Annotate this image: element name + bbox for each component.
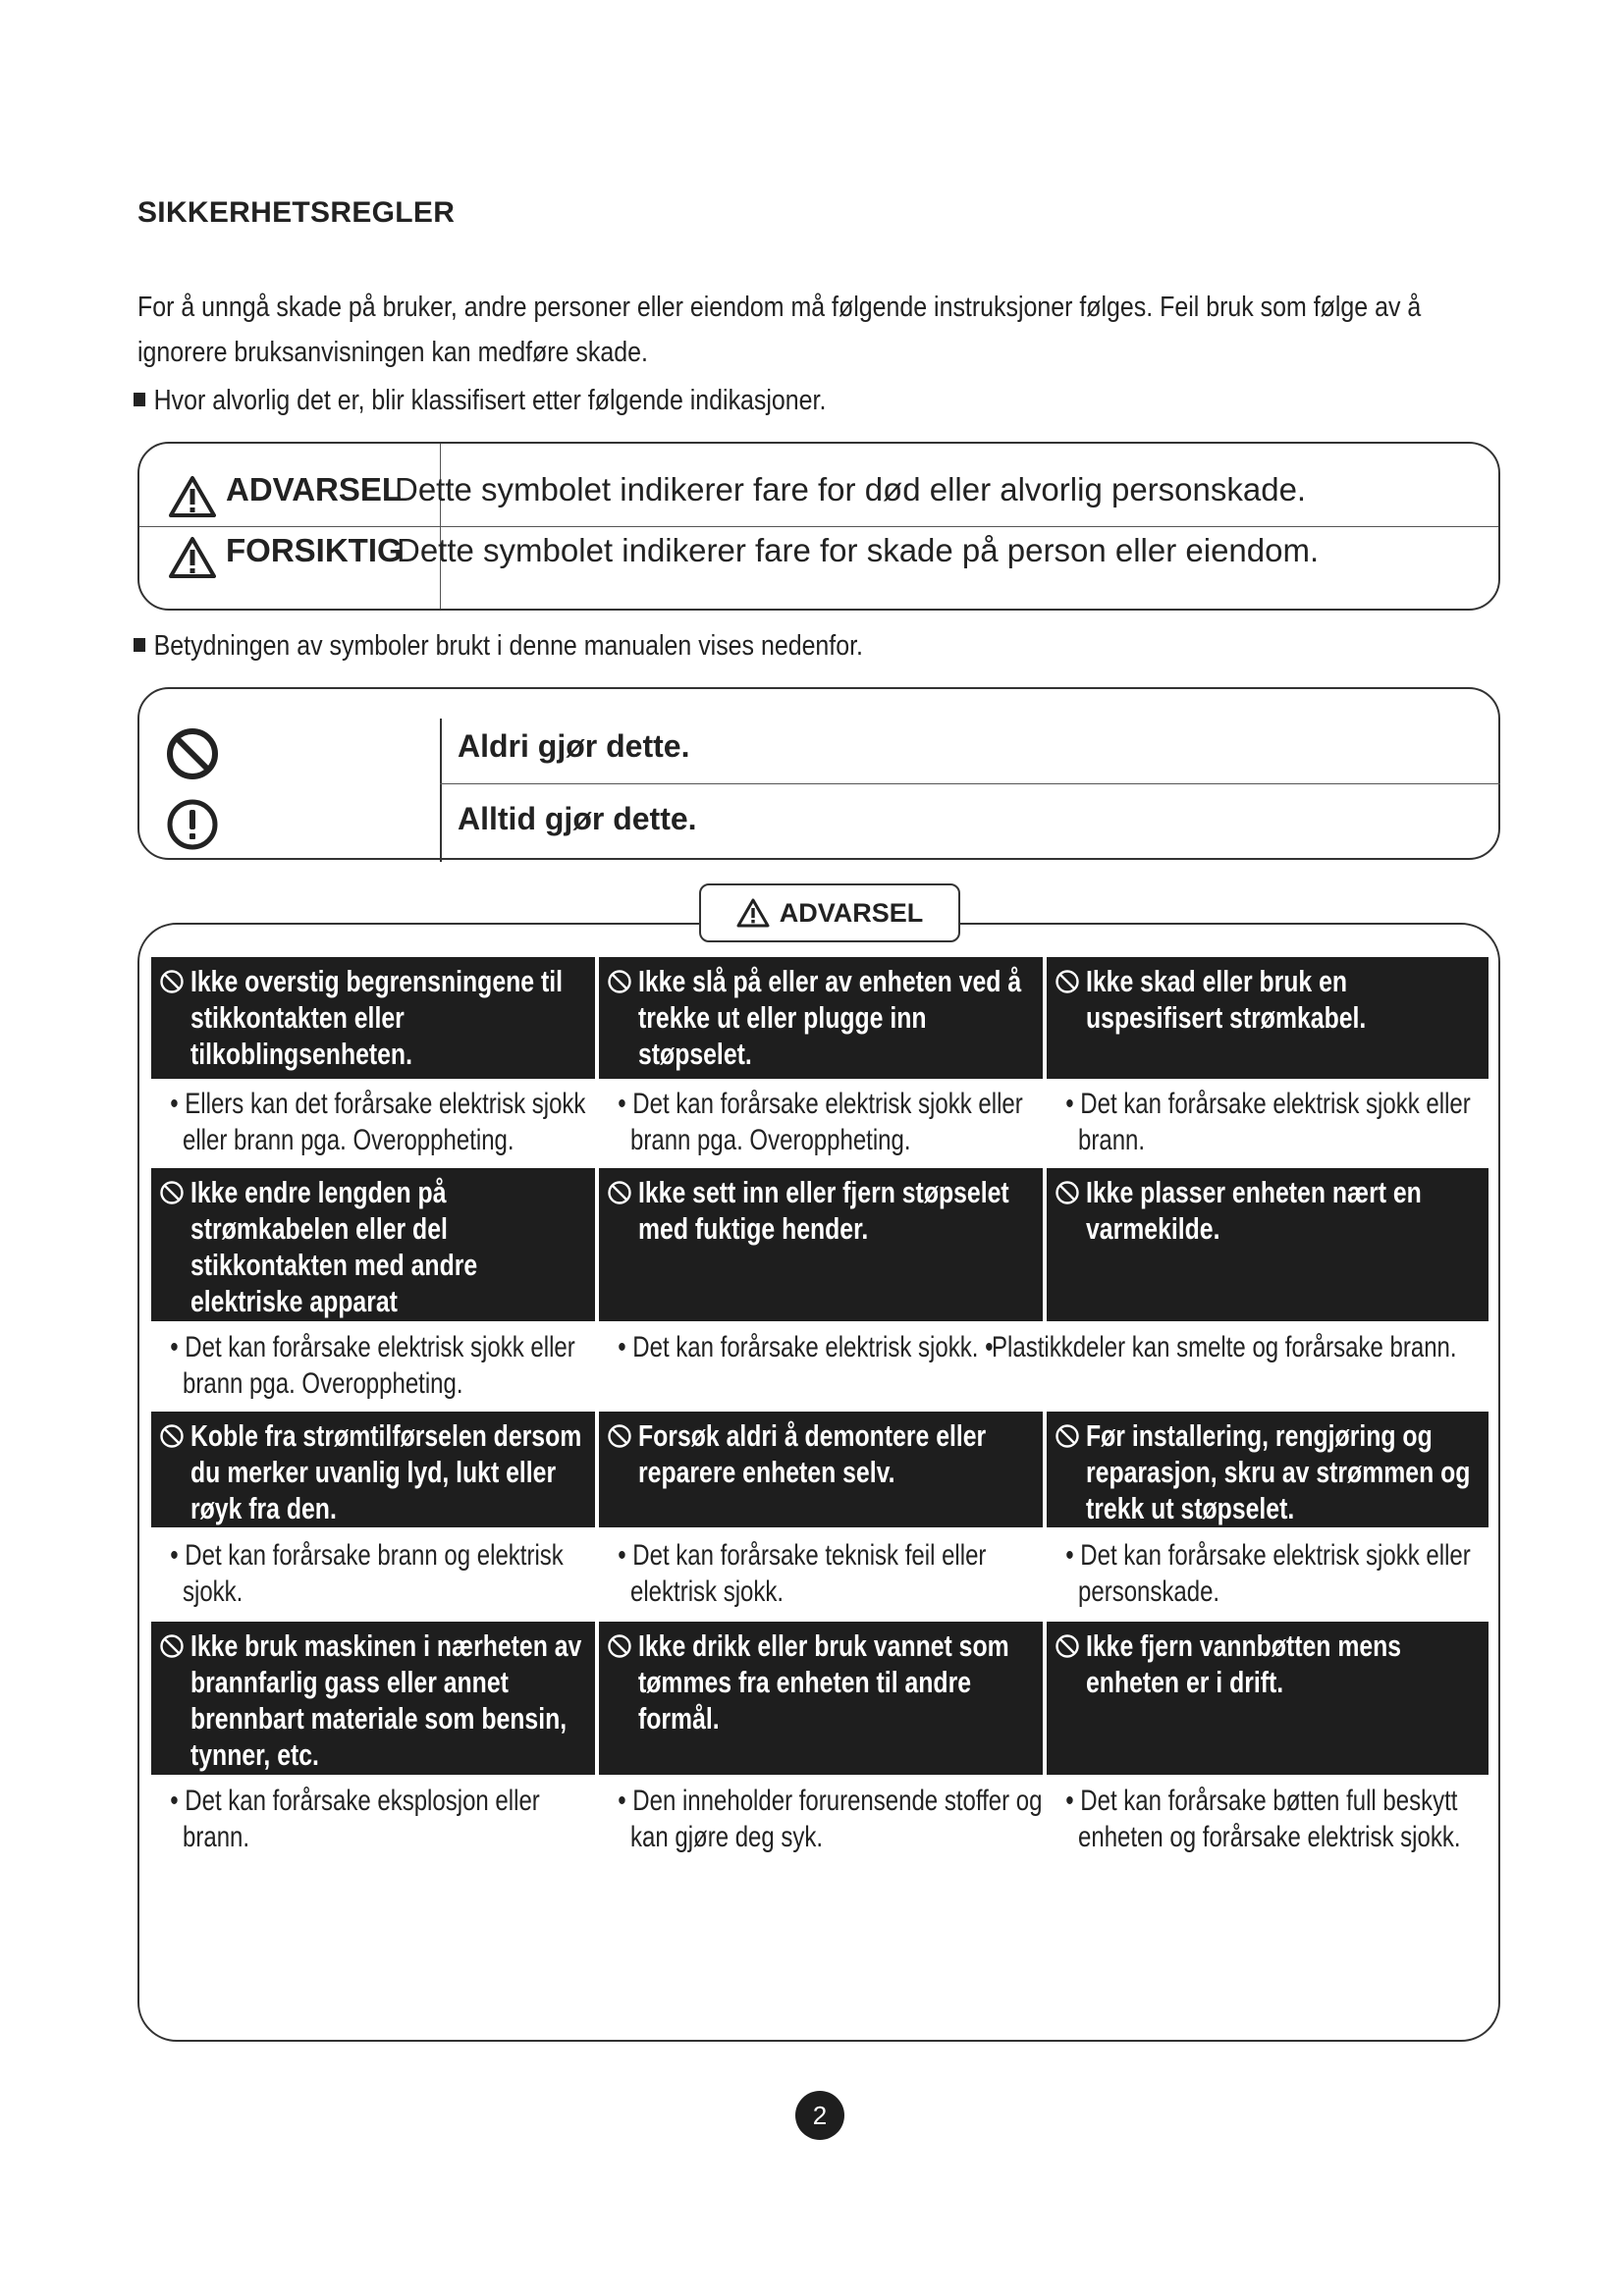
rule-note-text: • Det kan forårsake elektrisk sjokk. • <box>618 1331 994 1363</box>
rule-card <box>151 1622 595 1775</box>
rule-note <box>151 1086 595 1158</box>
warning-header-label: ADVARSEL <box>779 897 924 928</box>
rule-card <box>151 1168 595 1321</box>
rule-card <box>599 1412 1043 1527</box>
rule-note-text: • Det kan forårsake teknisk feil eller elektrisk sjokk. <box>618 1539 987 1608</box>
rule-note <box>1047 1537 1489 1610</box>
warning-triangle-icon <box>169 536 216 579</box>
rule-note-text: • Det kan forårsake elektrisk sjokk eller brann. <box>1065 1088 1471 1156</box>
rule-note-text: • Det kan forårsake elektrisk sjokk eller brann pga. Overoppheting. <box>618 1088 1023 1156</box>
rule-note <box>1047 1783 1489 1855</box>
warning-triangle-icon <box>736 898 770 928</box>
prohibition-icon <box>159 1180 185 1205</box>
severity-row-forsiktig <box>139 524 1498 585</box>
rule-note <box>599 1329 992 1365</box>
prohibition-icon <box>607 1180 632 1205</box>
rule-note-text: • Ellers kan det forårsake elektrisk sjokk eller brann pga. Overoppheting. <box>170 1088 586 1156</box>
symbol-text-never: Aldri gjør dette. <box>458 728 690 764</box>
rule-title: Ikke skad eller bruk en uspesifisert strømkabel. <box>1086 964 1367 1035</box>
rule-title: Ikke endre lengden på strømkabelen eller del stikkontakten med andre elektriske apparat <box>190 1175 478 1318</box>
rule-title: Ikke fjern vannbøtten mens enheten er i drift. <box>1086 1629 1402 1699</box>
rule-card <box>599 1622 1043 1775</box>
prohibition-icon <box>1055 969 1080 994</box>
rule-note <box>151 1537 595 1610</box>
rule-title: Ikke overstig begrensningene til stikkontakten eller tilkoblingsenheten. <box>190 964 563 1071</box>
severity-row-advarsel <box>139 463 1498 524</box>
severity-text: Dette symbolet indikerer fare for død eller alvorlig personskade. <box>395 471 1307 507</box>
rule-title: Før installering, rengjøring og reparasjon, skru av strømmen og trekk ut støpselet. <box>1086 1418 1471 1525</box>
rule-title: Ikke slå på eller av enheten ved å trekke ut eller plugge inn støpselet. <box>638 964 1022 1071</box>
rule-note-text: • Det kan forårsake bøtten full beskytt enheten og forårsake elektrisk sjokk. <box>1065 1785 1461 1853</box>
rule-note <box>599 1783 1043 1855</box>
rule-card <box>1047 1412 1489 1527</box>
symbol-text-always: Alltid gjør dette. <box>458 801 697 836</box>
rule-title: Ikke drikk eller bruk vannet som tømmes fra enheten til andre formål. <box>638 1629 1009 1735</box>
prohibition-icon <box>607 1633 632 1659</box>
rule-note <box>151 1329 595 1402</box>
severity-text: Dette symbolet indikerer fare for skade på person eller eiendom. <box>397 532 1320 568</box>
prohibition-icon <box>1055 1423 1080 1449</box>
rule-note-text: Plastikkdeler kan smelte og forårsake brann. <box>992 1331 1457 1363</box>
rule-title: Ikke bruk maskinen i nærheten av brannfarlig gass eller annet brennbart materiale som bensin, tynner, etc. <box>190 1629 582 1772</box>
rule-card <box>1047 1168 1489 1321</box>
rule-title: Forsøk aldri å demontere eller reparere enheten selv. <box>638 1418 987 1489</box>
symbol-legend-box <box>137 687 1500 860</box>
bullet-square <box>134 393 145 406</box>
rule-title: Koble fra strømtilførselen dersom du merker uvanlig lyd, lukt eller røyk fra den. <box>190 1418 582 1525</box>
severity-box <box>137 442 1500 611</box>
prohibition-icon <box>159 1423 185 1449</box>
rule-note-text: • Den inneholder forurensende stoffer og kan gjøre deg syk. <box>618 1785 1043 1853</box>
divider <box>440 783 1500 784</box>
rule-card <box>151 957 595 1079</box>
rule-title: Ikke sett inn eller fjern støpselet med fuktige hender. <box>638 1175 1009 1246</box>
rule-note <box>1047 1086 1489 1158</box>
severity-label: ADVARSEL <box>226 471 403 507</box>
prohibition-icon <box>159 969 185 994</box>
warning-triangle-icon <box>169 475 216 518</box>
rule-card <box>1047 1622 1489 1775</box>
prohibition-icon <box>1055 1180 1080 1205</box>
rule-card <box>599 1168 1043 1321</box>
rule-note-text: • Det kan forårsake eksplosjon eller brann. <box>170 1785 540 1853</box>
intro-paragraph: For å unngå skade på bruker, andre personer eller eiendom må følgende instruksjoner følges. Feil bruk som følge av å ignorere bruksanvisningen kan medføre skade. <box>137 292 1422 368</box>
warning-header-tab <box>699 883 960 942</box>
rule-note-text: • Det kan forårsake elektrisk sjokk eller personskade. <box>1065 1539 1471 1608</box>
rule-note <box>151 1783 595 1855</box>
divider <box>440 719 442 862</box>
rule-note-text: • Det kan forårsake elektrisk sjokk eller brann pga. Overoppheting. <box>170 1331 575 1400</box>
rule-note <box>599 1537 1043 1610</box>
prohibition-icon <box>159 1633 185 1659</box>
rule-note <box>599 1086 1043 1158</box>
prohibition-icon <box>607 969 632 994</box>
symbols-bullet <box>134 630 863 663</box>
rule-card <box>1047 957 1489 1079</box>
prohibition-icon <box>165 726 220 781</box>
severity-label: FORSIKTIG <box>226 532 403 568</box>
page-title: SIKKERHETSREGLER <box>137 196 456 229</box>
rule-note-text: • Det kan forårsake brann og elektrisk sjokk. <box>170 1539 564 1608</box>
rule-card <box>599 957 1043 1079</box>
prohibition-icon <box>1055 1633 1080 1659</box>
rule-card <box>151 1412 595 1527</box>
classification-bullet <box>134 385 826 417</box>
rule-note <box>992 1329 1489 1365</box>
symbols-bullet-text: Betydningen av symboler brukt i denne manualen vises nedenfor. <box>153 630 863 662</box>
classification-text: Hvor alvorlig det er, blir klassifisert etter følgende indikasjoner. <box>153 385 827 416</box>
prohibition-icon <box>607 1423 632 1449</box>
mandatory-icon <box>165 797 220 852</box>
bullet-square <box>134 638 145 652</box>
page-number-badge: 2 <box>795 2091 844 2140</box>
rule-title: Ikke plasser enheten nært en varmekilde. <box>1086 1175 1422 1246</box>
